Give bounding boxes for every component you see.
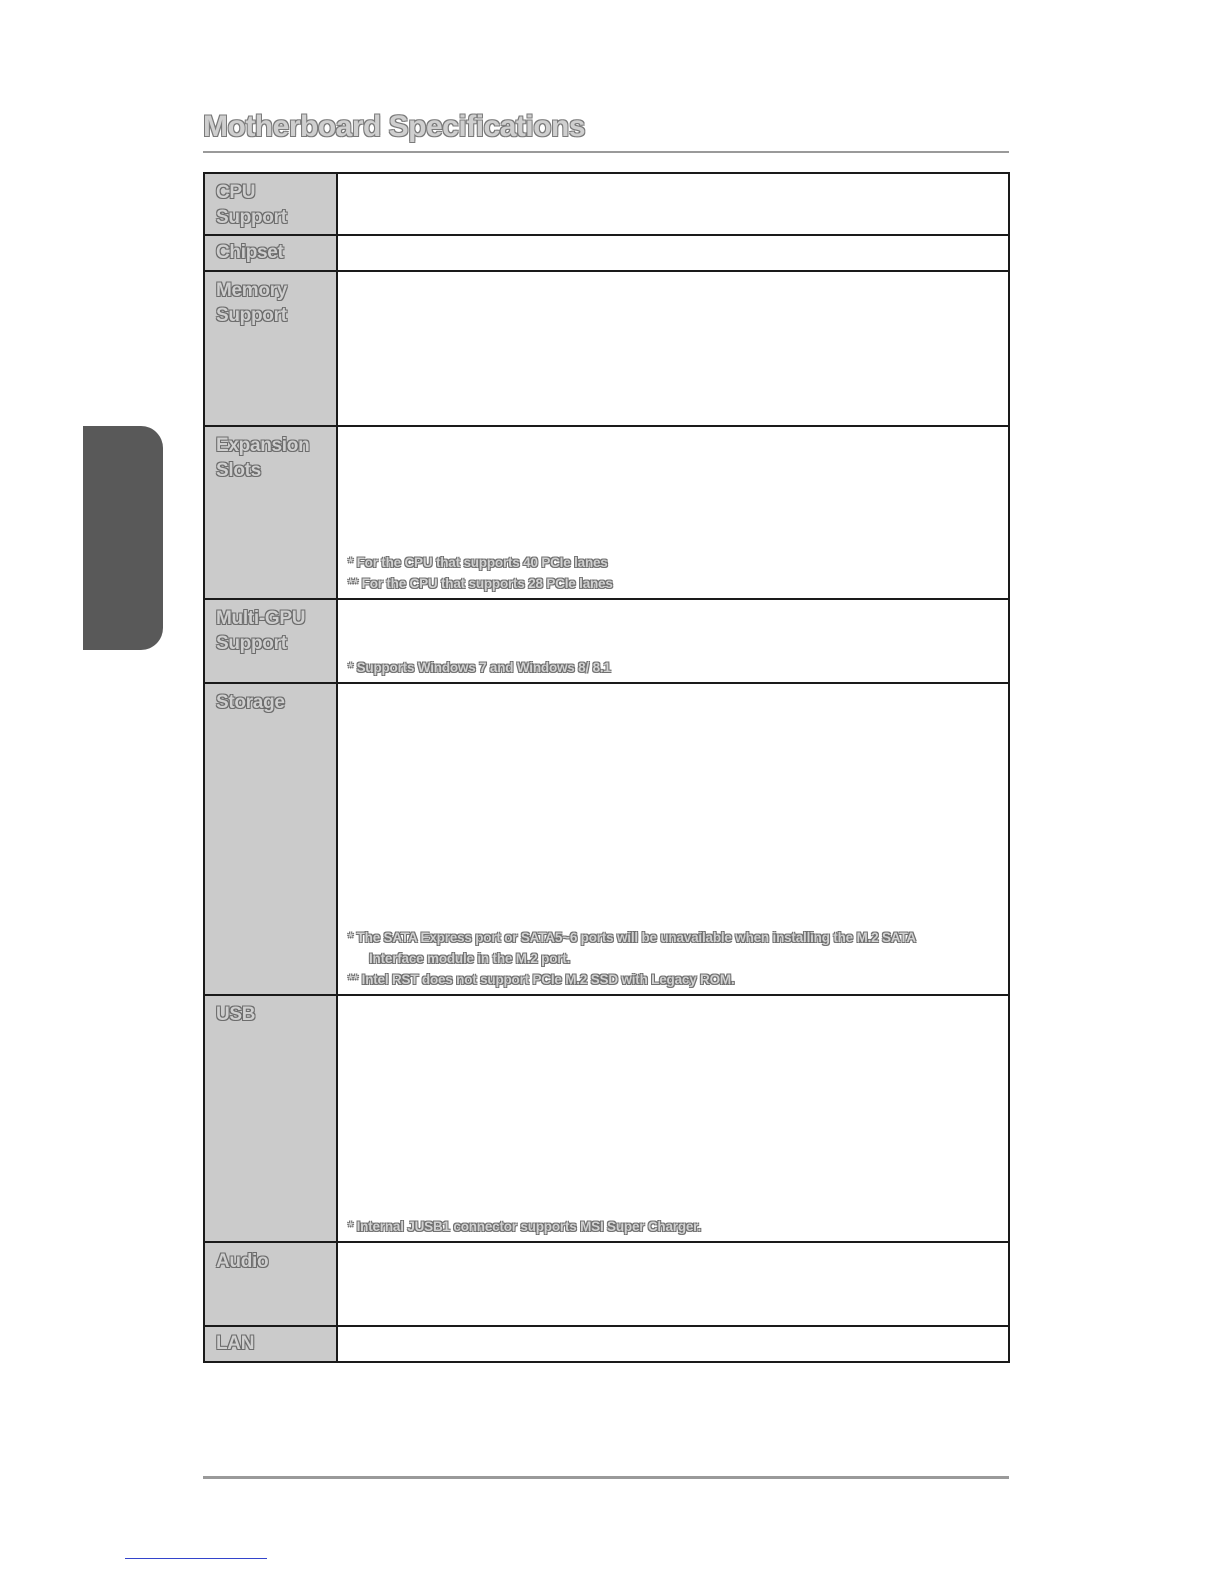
spec-label-lan: LAN <box>216 1333 255 1354</box>
spec-content-usb <box>337 995 1009 1242</box>
label-line: CPU <box>216 182 256 203</box>
footnote: ** For the CPU that supports 28 PCIe lanes <box>348 576 613 591</box>
spec-label-cpu <box>205 174 336 230</box>
spec-content-memory <box>337 271 1009 426</box>
footnote: * For the CPU that supports 40 PCIe lanes <box>348 555 608 570</box>
spec-content-cpu <box>337 173 1009 235</box>
spec-row-cpu <box>204 173 1009 235</box>
spec-content-audio <box>337 1242 1009 1326</box>
title-divider <box>203 151 1009 153</box>
footer-divider <box>203 1476 1009 1479</box>
spec-row-multigpu <box>204 599 1009 683</box>
chapter-tab <box>83 426 163 650</box>
label-line: Memory <box>216 280 288 301</box>
storage-notes <box>348 927 1002 990</box>
spec-label-cell <box>204 1242 337 1326</box>
spec-label-chipset: Chipset <box>216 242 284 263</box>
spec-label-usb: USB <box>216 1004 256 1025</box>
footnote-continued: Interface module in the M.2 port. <box>369 951 571 966</box>
spec-label-expansion <box>205 427 336 483</box>
spec-row-expansion <box>204 426 1009 599</box>
spec-label-cell <box>204 426 337 599</box>
footnote: ** Intel RST does not support PCIe M.2 SSD with Legacy ROM. <box>348 972 735 987</box>
label-line: Support <box>216 207 287 228</box>
label-line: Support <box>216 305 287 326</box>
footnote: * Supports Windows 7 and Windows 8/ 8.1 <box>348 660 611 675</box>
page-title: Motherboard Specifications <box>203 110 586 143</box>
spec-label-cell <box>204 599 337 683</box>
spec-content-lan <box>337 1326 1009 1362</box>
label-line: Expansion <box>216 435 310 456</box>
spec-row-chipset <box>204 235 1009 271</box>
expansion-notes <box>348 552 1002 594</box>
footnote: * The SATA Express port or SATA5~6 ports will be unavailable when installing the M.2 SATA <box>348 930 916 945</box>
spec-label-memory <box>205 272 336 328</box>
spec-label-cell <box>204 995 337 1242</box>
spec-content-expansion <box>337 426 1009 599</box>
spec-content-chipset <box>337 235 1009 271</box>
spec-label-cell <box>204 235 337 271</box>
bottom-underline <box>125 1558 267 1559</box>
label-line: Multi-GPU <box>216 608 306 629</box>
spec-content-multigpu <box>337 599 1009 683</box>
spec-label-cell <box>204 683 337 995</box>
spec-label-multigpu <box>205 600 336 656</box>
spec-row-audio <box>204 1242 1009 1326</box>
spec-label-cell <box>204 271 337 426</box>
usb-notes <box>348 1216 1002 1237</box>
label-line: Support <box>216 633 287 654</box>
spec-label-cell <box>204 173 337 235</box>
footnote: * Internal JUSB1 connector supports MSI Super Charger. <box>348 1219 702 1234</box>
spec-row-lan <box>204 1326 1009 1362</box>
spec-content-storage <box>337 683 1009 995</box>
spec-row-storage <box>204 683 1009 995</box>
label-line: Slots <box>216 460 261 481</box>
spec-label-cell <box>204 1326 337 1362</box>
spec-label-audio: Audio <box>216 1251 269 1272</box>
multigpu-notes <box>348 657 1002 678</box>
spec-row-usb <box>204 995 1009 1242</box>
spec-row-memory <box>204 271 1009 426</box>
spec-label-storage: Storage <box>216 692 285 713</box>
specifications-table <box>203 172 1010 1363</box>
